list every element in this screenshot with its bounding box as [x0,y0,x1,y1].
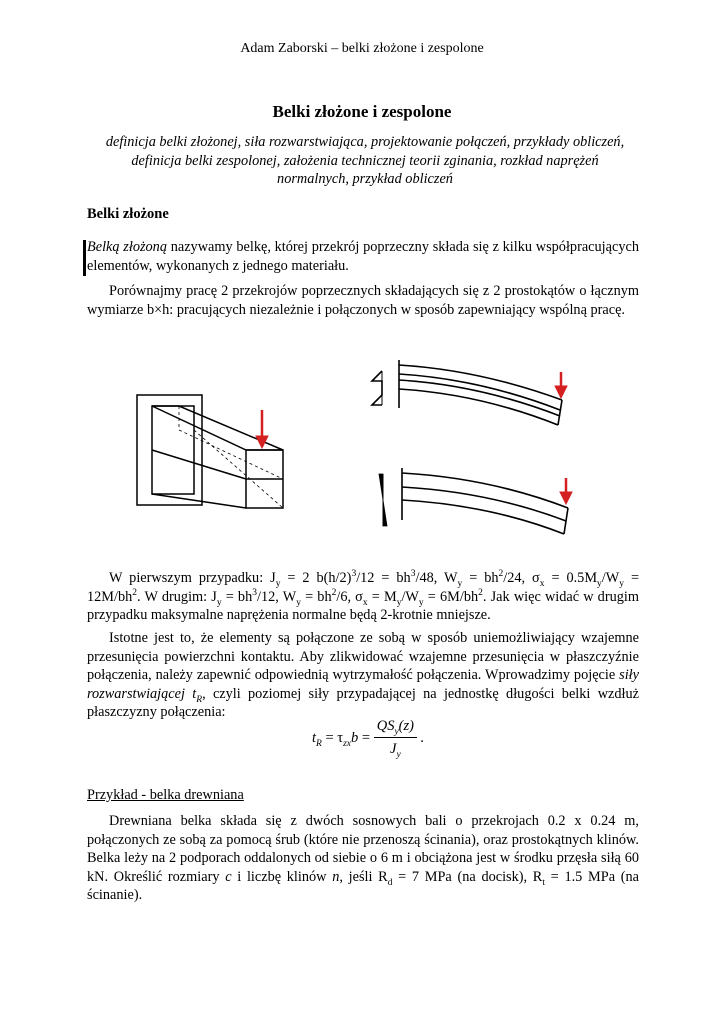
paragraph-1: Porównajmy pracę 2 przekrojów poprzecznych składających się z 2 prostokątów o łącznym wymiarze b×h: pracujących niezależnie i połączonych w sposób zapewniający wspólną pracę. [87,283,639,318]
load-arrow [555,372,567,398]
formula-delamination: $t_R = \tau_{zx}b$ = $QS_y(z)$ $J_y$ . [312,718,425,760]
running-header: Adam Zaborski – belki złożone i zespolone [240,41,484,56]
paragraph-3: Istotne jest to, że elementy są połączone ze sobą w sposób uniemożliwiający wzajemne przesunięcia powierzchni kontaktu. Aby zlikwidować wzajemne przesunięcia w płaszczyźnie połączenia, należy zapewnić odpowiednią wytrzymałość połączenia. Wprowadzimy pojęcie siły rozwarstwiającej $t_R$, czyli poziomej siły przypadającej na jednostkę długości belki wzdłuż płaszczyzny połączenia: [87,630,639,721]
section-heading: Belki złożone [87,206,169,222]
paragraph-4: Drewniana belka składa się z dwóch sosnowych bali o przekrojach 0.2 x 0.24 m, połączonych ze sobą za pomocą śrub (które nie przenoszą ścinania), oraz prostokątnych klinów. Belka leży na 2 podporach oddalonych od siebie o 6 m i obciążona jest w środku przęsła siłą 60 kN. Określić rozmiary c i liczbę klinów n, jeśli $R_d = 7$ MPa (na docisk), $R_t = 1.5$ MPa (na ścinanie). [87,813,639,904]
stress-diagram-separate [372,371,382,405]
definition-term: Belką złożoną [87,239,167,255]
subsection-heading: Przykład - belka drewniana [87,787,244,803]
paragraph-2: W pierwszym przypadku: $J_y = 2$ $b(h/2)^3/12 = bh^3/48$, $W_y = bh^2/24$, $\sigma_x = 0.5M_y/W_y = 12M/bh^2$. W drugim: $J_y = bh^3/12$, $W_y = bh^2/6$, $\sigma_x = M_y/W_y = 6M/bh^2$. Jak więc widać w drugim przypadku maksymalne naprężenia normalne będą 2-krotnie mniejsze. [87,569,640,624]
term-delamination-force: siły rozwarstwiającej t [87,667,639,702]
page-title: Belki złożone i zespolone [272,102,452,121]
load-arrow [560,478,572,504]
abstract: definicja belki złożonej, siła rozwarstwiająca, projektowanie połączeń, przykłady obliczeń, definicja belki zespolonej, założenia technicznej teorii zginania, rozkład naprężeń normalnych, przykład obliczeń [105,134,625,187]
definition-text: nazywamy belkę, której przekrój poprzeczny składa się z kilku współpracujących elementów, wykonanych z jednego materiału. [87,239,639,274]
